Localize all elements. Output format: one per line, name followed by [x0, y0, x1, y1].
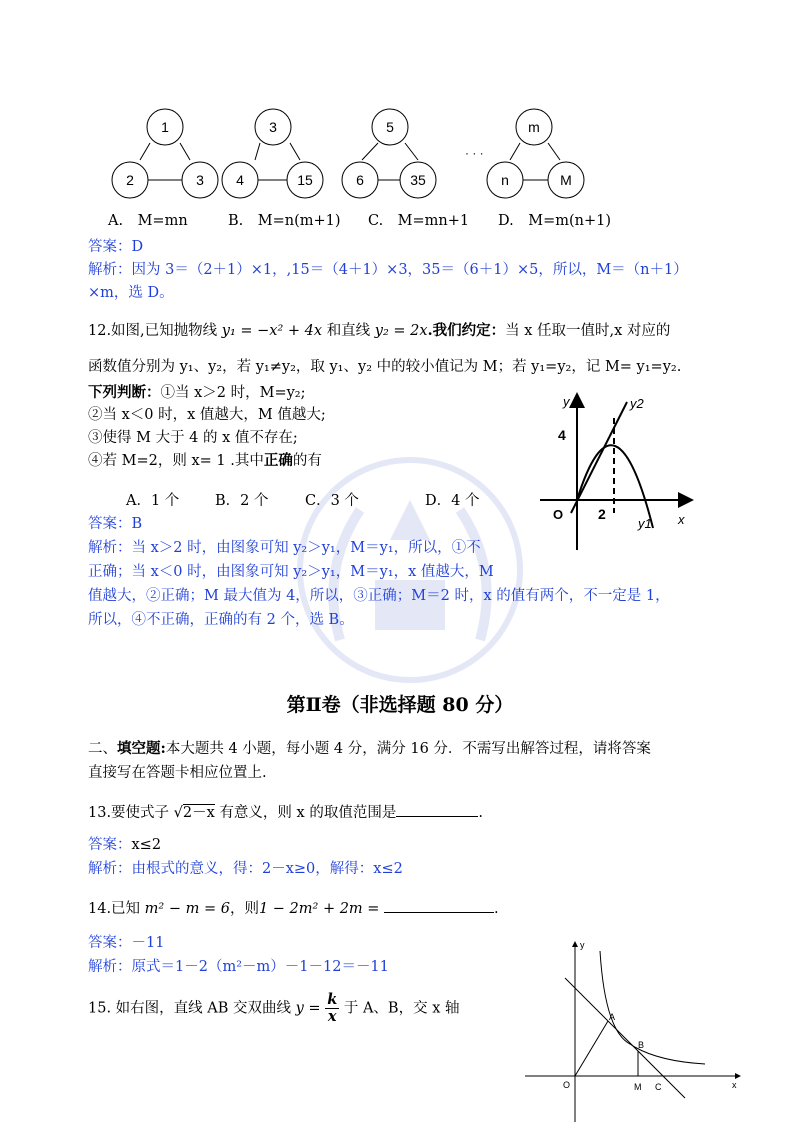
circle-group-2 — [222, 109, 323, 198]
q15-x-label: x — [732, 1080, 737, 1090]
answer-label: 答案： — [88, 837, 132, 853]
q13-stem-suffix: 有意义，则 x 的取值范围是 — [219, 805, 397, 821]
q15-hyperbola — [600, 951, 705, 1064]
analysis-label: 解析： — [88, 959, 132, 975]
q12-origin-label: O — [553, 507, 564, 522]
q12-function-graph — [535, 388, 695, 553]
circle-4-left: n — [501, 172, 509, 188]
intro-prefix: 二、 — [88, 741, 117, 757]
q11-option-c: C. M=mn+1 — [368, 213, 470, 229]
answer-value: D — [131, 239, 144, 255]
section-intro-line1 — [88, 738, 651, 760]
q12-formula-y1: y₁ = −x² + 4x — [221, 323, 323, 339]
sqrt-sign: √ — [173, 805, 183, 821]
q13-answer — [88, 834, 161, 856]
q15-stem-prefix: 15. 如右图，直线 AB 交双曲线 — [88, 1000, 292, 1017]
q12-stem-prefix: 12.如图,已知抛物线 — [88, 323, 218, 339]
analysis-text: 由根式的意义，得：2－x≥0，解得：x≤2 — [131, 861, 403, 877]
q12-formula-y2: y₂ = 2x — [374, 323, 428, 339]
q12-option-c: C．3 个 — [305, 493, 359, 509]
q11-analysis-line1 — [88, 259, 688, 281]
q11-option-b: B. M=n(m+1) — [228, 213, 341, 229]
q12-option-a: A．1 个 — [126, 493, 180, 509]
q12-option-b: B．2 个 — [215, 493, 269, 509]
analysis-text: 因为 3＝（2＋1）×1，,15＝（4＋1）×3，35＝（6＋1）×5，所以，M＝（n＋1） — [131, 262, 688, 278]
q15-hyperbola-graph — [520, 936, 745, 1126]
q12-y-label: y — [563, 394, 570, 409]
q13-period: . — [478, 805, 483, 821]
q12-line-y2 — [571, 402, 627, 513]
q11-circle-diagrams — [100, 105, 700, 205]
q12-stem-mid: 和直线 — [326, 323, 371, 339]
judge-label: 下列判断： — [88, 384, 161, 401]
circle-2-top: 3 — [269, 119, 277, 135]
q15-oa-segment — [575, 1021, 608, 1076]
q15-y-eq: y = — [295, 1000, 321, 1017]
q11-option-d: D. M=m(n+1) — [498, 213, 611, 229]
circle-3-left: 6 — [356, 172, 364, 188]
q11-answer — [88, 236, 143, 258]
q14-expr1: m² − m = 6 — [144, 901, 230, 917]
q14-stem-prefix: 14.已知 — [88, 901, 141, 917]
q12-curve2-label: y2 — [630, 396, 644, 411]
judge-4-prefix: ④若 M=2，则 x= 1 .其中 — [88, 453, 264, 469]
q12-tick-4: 4 — [558, 427, 566, 443]
circle-3-top: 5 — [386, 119, 394, 135]
q14-stem-mid: ，则 — [229, 901, 259, 917]
q13-stem — [88, 800, 483, 824]
circle-4-top: m — [528, 119, 540, 135]
ellipsis: · · · — [465, 146, 484, 160]
answer-value: －11 — [131, 935, 165, 951]
analysis-text: 当 x＞2 时，由图象可知 y₂＞y₁，M＝y₁，所以，①不 — [131, 540, 481, 556]
q12-analysis-line1 — [88, 537, 481, 559]
q12-analysis-line2: 正确；当 x＜0 时，由图象可知 y₂＞y₁，M＝y₁，x 值越大，M — [88, 564, 494, 580]
section-intro-line2: 直接写在答题卡相应位置上. — [88, 765, 267, 781]
q12-judge-3: ③使得 M 大于 4 的 x 值不存在; — [88, 430, 298, 446]
circle-group-4 — [487, 109, 584, 198]
circle-group-3 — [342, 109, 436, 198]
judge-4-suffix: 的有 — [292, 453, 322, 469]
section-title: 第Ⅱ卷（非选择题 80 分） — [286, 694, 514, 716]
analysis-text: 原式＝1－2（m²－m）－1－12＝－11 — [131, 959, 389, 975]
q15-point-c: C — [655, 1082, 662, 1092]
intro-text: 本大题共 4 小题，每小题 4 分，满分 16 分．不需写出解答过程，请将答案 — [165, 741, 651, 757]
circle-3-right: 35 — [410, 172, 426, 188]
analysis-label: 解析： — [88, 861, 132, 877]
circle-group-1 — [112, 109, 218, 198]
q13-stem-prefix: 13.要使式子 — [88, 805, 170, 821]
answer-label: 答案： — [88, 935, 132, 951]
intro-bold: 填空题: — [117, 740, 166, 757]
q12-line2: 函数值分别为 y₁、y₂，若 y₁≠y₂，取 y₁、y₂ 中的较小值记为 M；若 y₁=y₂，记 M= y₁=y₂. — [88, 359, 682, 375]
q12-curve1-label: y1 — [638, 516, 652, 531]
judge-1: ①当 x＞2 时，M=y₂; — [160, 385, 306, 401]
q14-analysis — [88, 956, 389, 978]
q12-judge-label — [88, 382, 306, 404]
q12-option-d: D．4 个 — [425, 493, 480, 509]
q12-stem — [88, 320, 670, 342]
q14-period: . — [494, 901, 499, 917]
answer-value: B — [131, 516, 143, 532]
q15-stem-suffix: 于 A、B，交 x 轴 — [343, 1000, 460, 1017]
q14-blank — [384, 896, 494, 913]
q12-x-label: x — [678, 512, 685, 527]
q11-option-a: A. M=mn — [108, 213, 188, 229]
circle-2-right: 15 — [297, 172, 313, 188]
q11-analysis-line2: ×m，选 D。 — [88, 285, 174, 301]
circle-1-left: 2 — [126, 172, 134, 188]
q12-judge-2: ②当 x＜0 时，x 值越大，M 值越大; — [88, 407, 326, 423]
q12-stem-bold: .我们约定： — [427, 322, 506, 339]
q15-point-a: A — [609, 1012, 616, 1022]
circle-4-right: M — [560, 172, 572, 188]
answer-value: x≤2 — [131, 837, 162, 853]
q12-stem-suffix: 当 x 任取一值时,x 对应的 — [505, 323, 671, 339]
answer-label: 答案： — [88, 239, 132, 255]
q15-line-ab — [565, 978, 685, 1098]
circle-2-left: 4 — [236, 172, 244, 188]
q15-fraction — [325, 992, 339, 1025]
q15-y-label: y — [580, 940, 585, 950]
q12-analysis-line3: 值越大，②正确；M 最大值为 4，所以，③正确；M＝2 时，x 的值有两个，不一定是 1， — [88, 588, 670, 604]
q15-origin-label: O — [563, 1080, 571, 1090]
q13-radicand: 2－x — [182, 805, 215, 821]
q12-tick-2: 2 — [598, 506, 606, 522]
q15-stem — [88, 992, 459, 1025]
q15-frac-den: x — [327, 1008, 337, 1025]
q14-answer — [88, 932, 164, 954]
answer-label: 答案： — [88, 516, 132, 532]
analysis-label: 解析： — [88, 540, 132, 556]
q15-point-b: B — [638, 1040, 645, 1050]
q13-analysis — [88, 858, 403, 880]
q12-analysis-line4: 所以，④不正确，正确的有 2 个，选 B。 — [88, 612, 354, 628]
analysis-label: 解析： — [88, 262, 132, 278]
q15-point-m: M — [634, 1082, 642, 1092]
judge-4-bold: 正确 — [263, 452, 293, 469]
q13-blank — [396, 800, 478, 817]
circle-1-right: 3 — [196, 172, 204, 188]
q12-answer — [88, 513, 142, 535]
q14-stem — [88, 896, 499, 920]
q15-frac-num: k — [327, 991, 338, 1008]
q12-judge-4 — [88, 450, 322, 472]
q14-expr2: 1 − 2m² + 2m = — [258, 901, 380, 917]
circle-1-top: 1 — [161, 119, 169, 135]
